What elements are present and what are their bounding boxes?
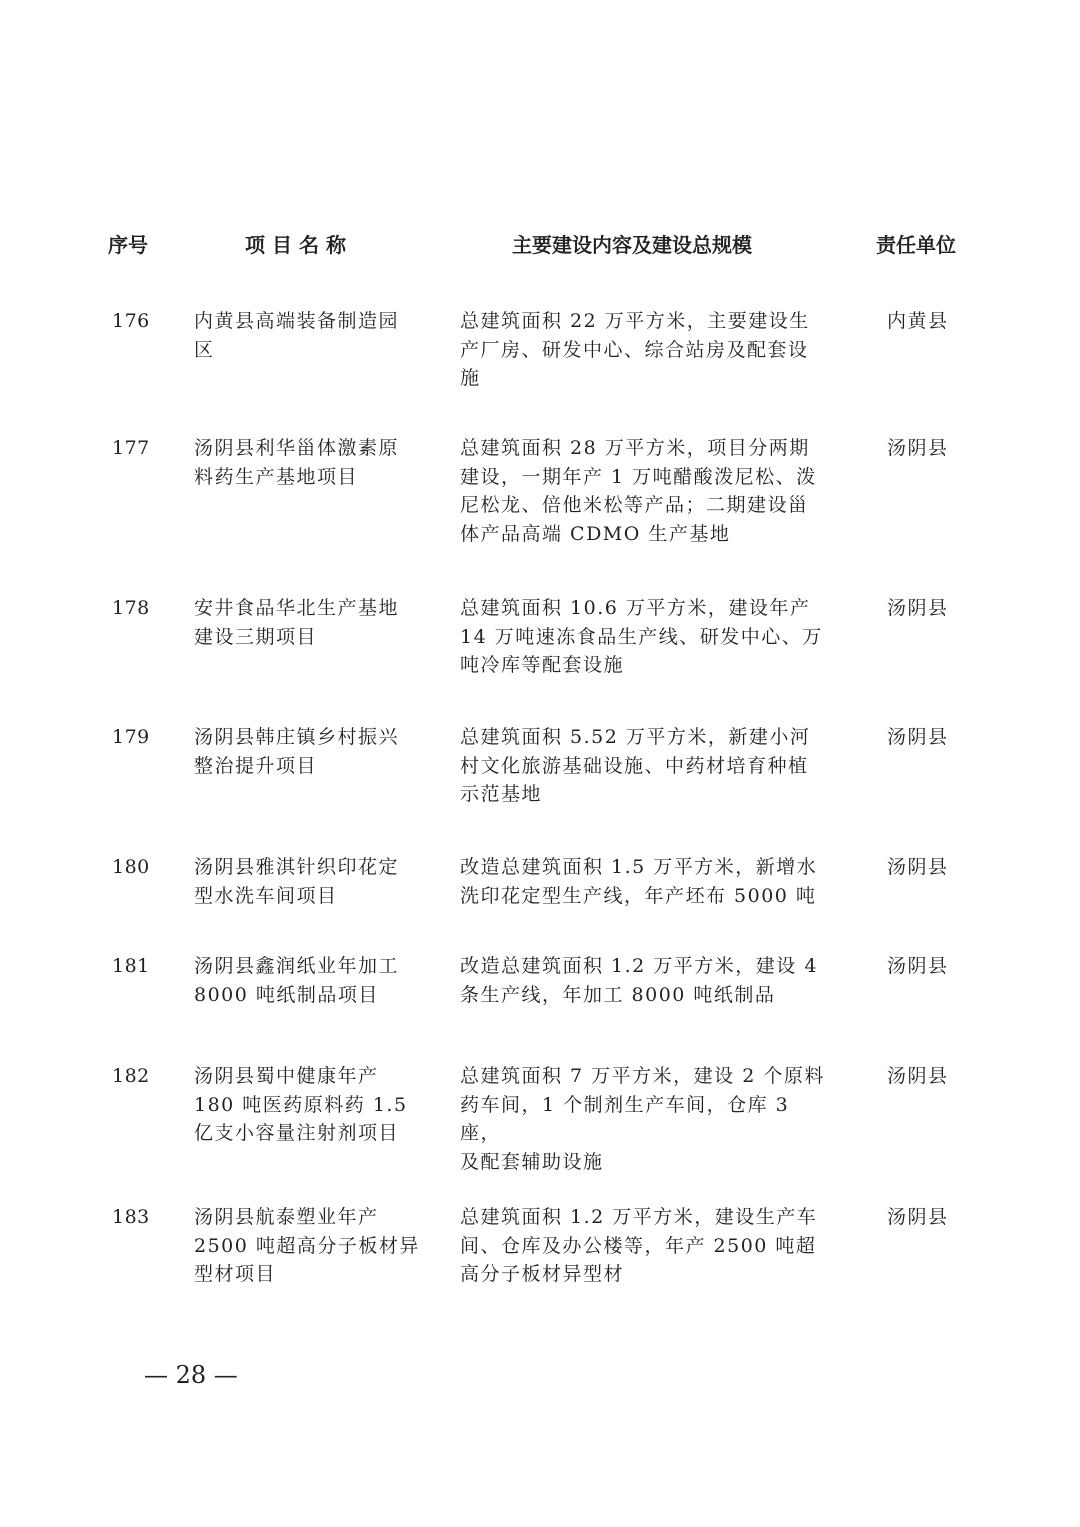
- row-number: 181: [112, 955, 150, 977]
- project-name: 汤阴县韩庄镇乡村振兴 整治提升项目: [194, 726, 400, 777]
- table-header: [0, 229, 1080, 259]
- column-header-unit: 责任单位: [876, 233, 956, 257]
- project-content: 总建筑面积 22 万平方米，主要建设生 产厂房、研发中心、综合站房及配套设 施: [460, 310, 810, 389]
- project-content: 总建筑面积 28 万平方米，项目分两期 建设，一期年产 1 万吨醋酸泼尼松、泼 尼松龙、倍他米松等产品；二期建设甾 体产品高端 CDMO 生产基地: [460, 437, 817, 545]
- column-header-name: 项目名称: [245, 233, 353, 257]
- project-content: 改造总建筑面积 1.2 万平方米，建设 4 条生产线，年加工 8000 吨纸制品: [460, 955, 818, 1006]
- row-number: 180: [112, 856, 150, 878]
- responsible-unit: 内黄县: [887, 310, 949, 332]
- project-name: 汤阴县航泰塑业年产 2500 吨超高分子板材异 型材项目: [194, 1206, 420, 1285]
- row-number: 176: [112, 310, 150, 332]
- project-name: 内黄县高端装备制造园 区: [194, 310, 400, 361]
- row-number: 178: [112, 597, 150, 619]
- row-number: 177: [112, 437, 150, 459]
- project-content: 总建筑面积 5.52 万平方米，新建小河 村文化旅游基础设施、中药材培育种植 示范基地: [460, 726, 811, 805]
- row-number: 182: [112, 1065, 150, 1087]
- project-content: 总建筑面积 1.2 万平方米，建设生产车 间、仓库及办公楼等，年产 2500 吨超 高分子板材异型材: [460, 1206, 818, 1285]
- responsible-unit: 汤阴县: [887, 955, 949, 977]
- project-name: 汤阴县鑫润纸业年加工 8000 吨纸制品项目: [194, 955, 400, 1006]
- row-number: 179: [112, 726, 150, 748]
- row-number: 183: [112, 1206, 150, 1228]
- responsible-unit: 汤阴县: [887, 1206, 949, 1228]
- column-header-content: 主要建设内容及建设总规模: [512, 233, 752, 257]
- project-name: 安井食品华北生产基地 建设三期项目: [194, 597, 400, 648]
- responsible-unit: 汤阴县: [887, 1065, 949, 1087]
- project-name: 汤阴县利华甾体激素原 料药生产基地项目: [194, 437, 400, 488]
- project-content: 改造总建筑面积 1.5 万平方米，新增水 洗印花定型生产线，年产坯布 5000 吨: [460, 856, 818, 907]
- page-number: — 28 —: [144, 1361, 238, 1389]
- project-content: 总建筑面积 7 万平方米，建设 2 个原料 药车间，1 个制剂生产车间，仓库 3 座， 及配套辅助设施: [460, 1065, 825, 1173]
- project-name: 汤阴县蜀中健康年产 180 吨医药原料药 1.5 亿支小容量注射剂项目: [194, 1065, 408, 1144]
- project-name: 汤阴县雅淇针织印花定 型水洗车间项目: [194, 856, 400, 907]
- responsible-unit: 汤阴县: [887, 437, 949, 459]
- project-content: 总建筑面积 10.6 万平方米，建设年产 14 万吨速冻食品生产线、研发中心、万 吨冷库等配套设施: [460, 597, 823, 676]
- column-header-no: 序号: [108, 233, 148, 257]
- responsible-unit: 汤阴县: [887, 856, 949, 878]
- responsible-unit: 汤阴县: [887, 597, 949, 619]
- responsible-unit: 汤阴县: [887, 726, 949, 748]
